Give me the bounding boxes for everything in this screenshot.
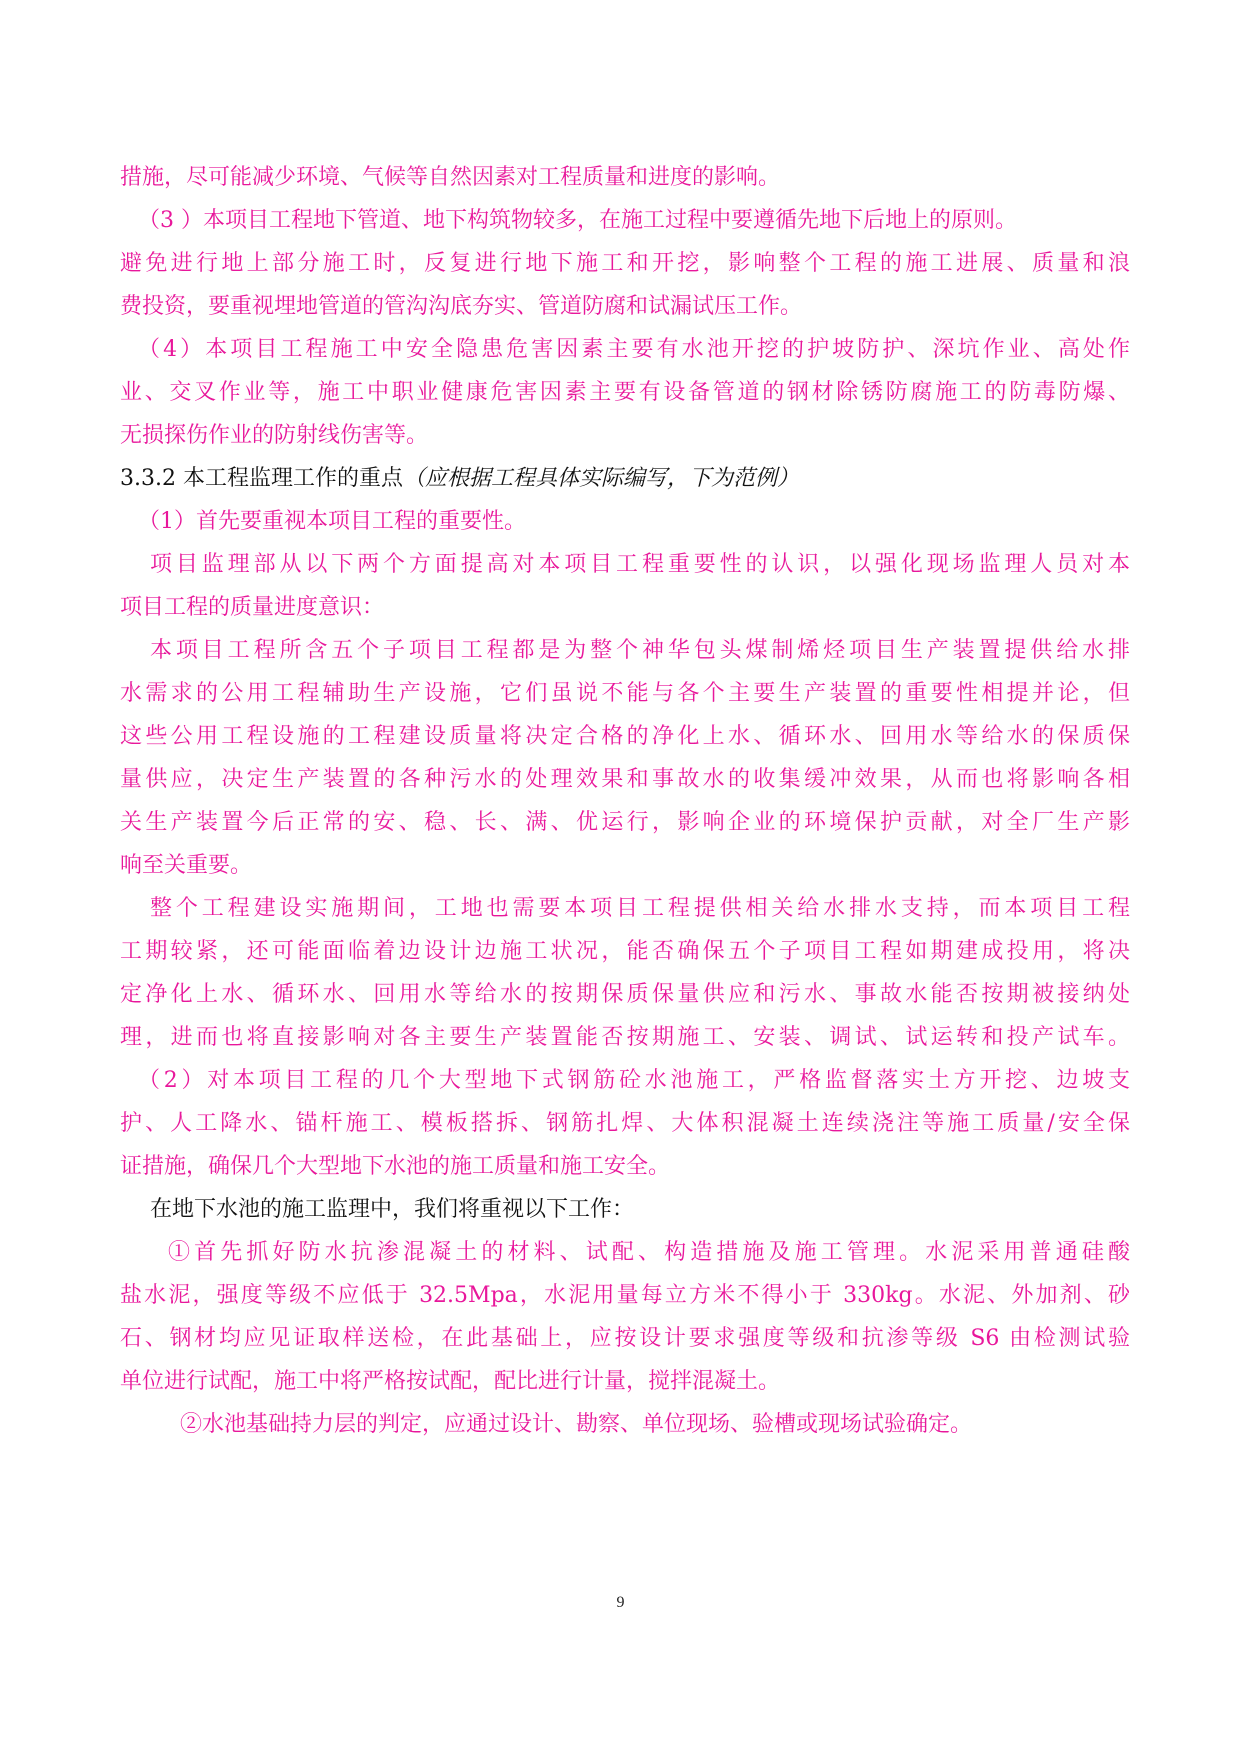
paragraph-line: 盐水泥，强度等级不应低于 32.5Mpa，水泥用量每立方米不得小于 330kg。水泥、外加剂、砂 <box>120 1283 1130 1308</box>
paragraph-line: （3 ）本项目工程地下管道、地下构筑物较多，在施工过程中要遵循先地下后地上的原则。 <box>138 208 1017 233</box>
paragraph-line: （1）首先要重视本项目工程的重要性。 <box>138 509 526 534</box>
section-note: （应根据工程具体实际编写，下为范例） <box>403 466 800 491</box>
paragraph-line: 护、人工降水、锚杆施工、模板搭拆、钢筋扎焊、大体积混凝土连续浇注等施工质量/安全保 <box>120 1111 1130 1136</box>
paragraph-line: 业、交叉作业等，施工中职业健康危害因素主要有设备管道的钢材除锈防腐施工的防毒防爆、 <box>120 380 1130 405</box>
paragraph-line: ②水池基础持力层的判定，应通过设计、勘察、单位现场、验槽或现场试验确定。 <box>180 1412 973 1437</box>
paragraph-line: （2）对本项目工程的几个大型地下式钢筋砼水池施工，严格监督落实土方开挖、边坡支 <box>138 1068 1130 1093</box>
paragraph-line: 工期较紧，还可能面临着边设计边施工状况，能否确保五个子项目工程如期建成投用，将决 <box>120 939 1130 964</box>
section-heading <box>120 459 1130 499</box>
paragraph-line: 理，进而也将直接影响对各主要生产装置能否按期施工、安装、调试、试运转和投产试车。 <box>120 1025 1130 1050</box>
paragraph-line: 水需求的公用工程辅助生产设施，它们虽说不能与各个主要生产装置的重要性相提并论，但 <box>120 681 1130 706</box>
paragraph-line: 证措施，确保几个大型地下水池的施工质量和施工安全。 <box>120 1154 671 1179</box>
paragraph-line: 整个工程建设实施期间，工地也需要本项目工程提供相关给水排水支持，而本项目工程 <box>150 896 1130 921</box>
paragraph-line: 这些公用工程设施的工程建设质量将决定合格的净化上水、循环水、回用水等给水的保质保 <box>120 724 1130 749</box>
paragraph-line: 避免进行地上部分施工时，反复进行地下施工和开挖，影响整个工程的施工进展、质量和浪 <box>120 251 1130 276</box>
paragraph-line: 措施，尽可能减少环境、气候等自然因素对工程质量和进度的影响。 <box>120 165 781 190</box>
paragraph-line: 项目监理部从以下两个方面提高对本项目工程重要性的认识，以强化现场监理人员对本 <box>150 552 1130 577</box>
paragraph-line: 响至关重要。 <box>120 853 253 878</box>
paragraph-line: 项目工程的质量进度意识： <box>120 595 385 620</box>
paragraph-line: 关生产装置今后正常的安、稳、长、满、优运行，影响企业的环境保护贡献，对全厂生产影 <box>120 810 1130 835</box>
paragraph-line: ①首先抓好防水抗渗混凝土的材料、试配、构造措施及施工管理。水泥采用普通硅酸 <box>168 1240 1130 1265</box>
section-title: 本工程监理工作的重点 <box>182 466 403 491</box>
document-page <box>120 0 1130 1754</box>
paragraph-line: （4）本项目工程施工中安全隐患危害因素主要有水池开挖的护坡防护、深坑作业、高处作 <box>138 337 1130 362</box>
paragraph-line: 无损探伤作业的防射线伤害等。 <box>120 423 429 448</box>
paragraph-line: 单位进行试配，施工中将严格按试配，配比进行计量，搅拌混凝土。 <box>120 1369 781 1394</box>
paragraph-line: 石、钢材均应见证取样送检，在此基础上，应按设计要求强度等级和抗渗等级 S6 由检测试验 <box>120 1326 1130 1351</box>
page-number: 9 <box>616 1594 625 1611</box>
section-number: 3.3.2 <box>120 466 176 491</box>
paragraph-line: 量供应，决定生产装置的各种污水的处理效果和事故水的收集缓冲效果，从而也将影响各相 <box>120 767 1130 792</box>
paragraph-line: 本项目工程所含五个子项目工程都是为整个神华包头煤制烯烃项目生产装置提供给水排 <box>150 638 1130 663</box>
paragraph-line: 定净化上水、循环水、回用水等给水的按期保质保量供应和污水、事故水能否按期被接纳处 <box>120 982 1130 1007</box>
paragraph-line: 在地下水池的施工监理中，我们将重视以下工作： <box>150 1197 635 1222</box>
paragraph-line: 费投资，要重视埋地管道的管沟沟底夯实、管道防腐和试漏试压工作。 <box>120 294 803 319</box>
